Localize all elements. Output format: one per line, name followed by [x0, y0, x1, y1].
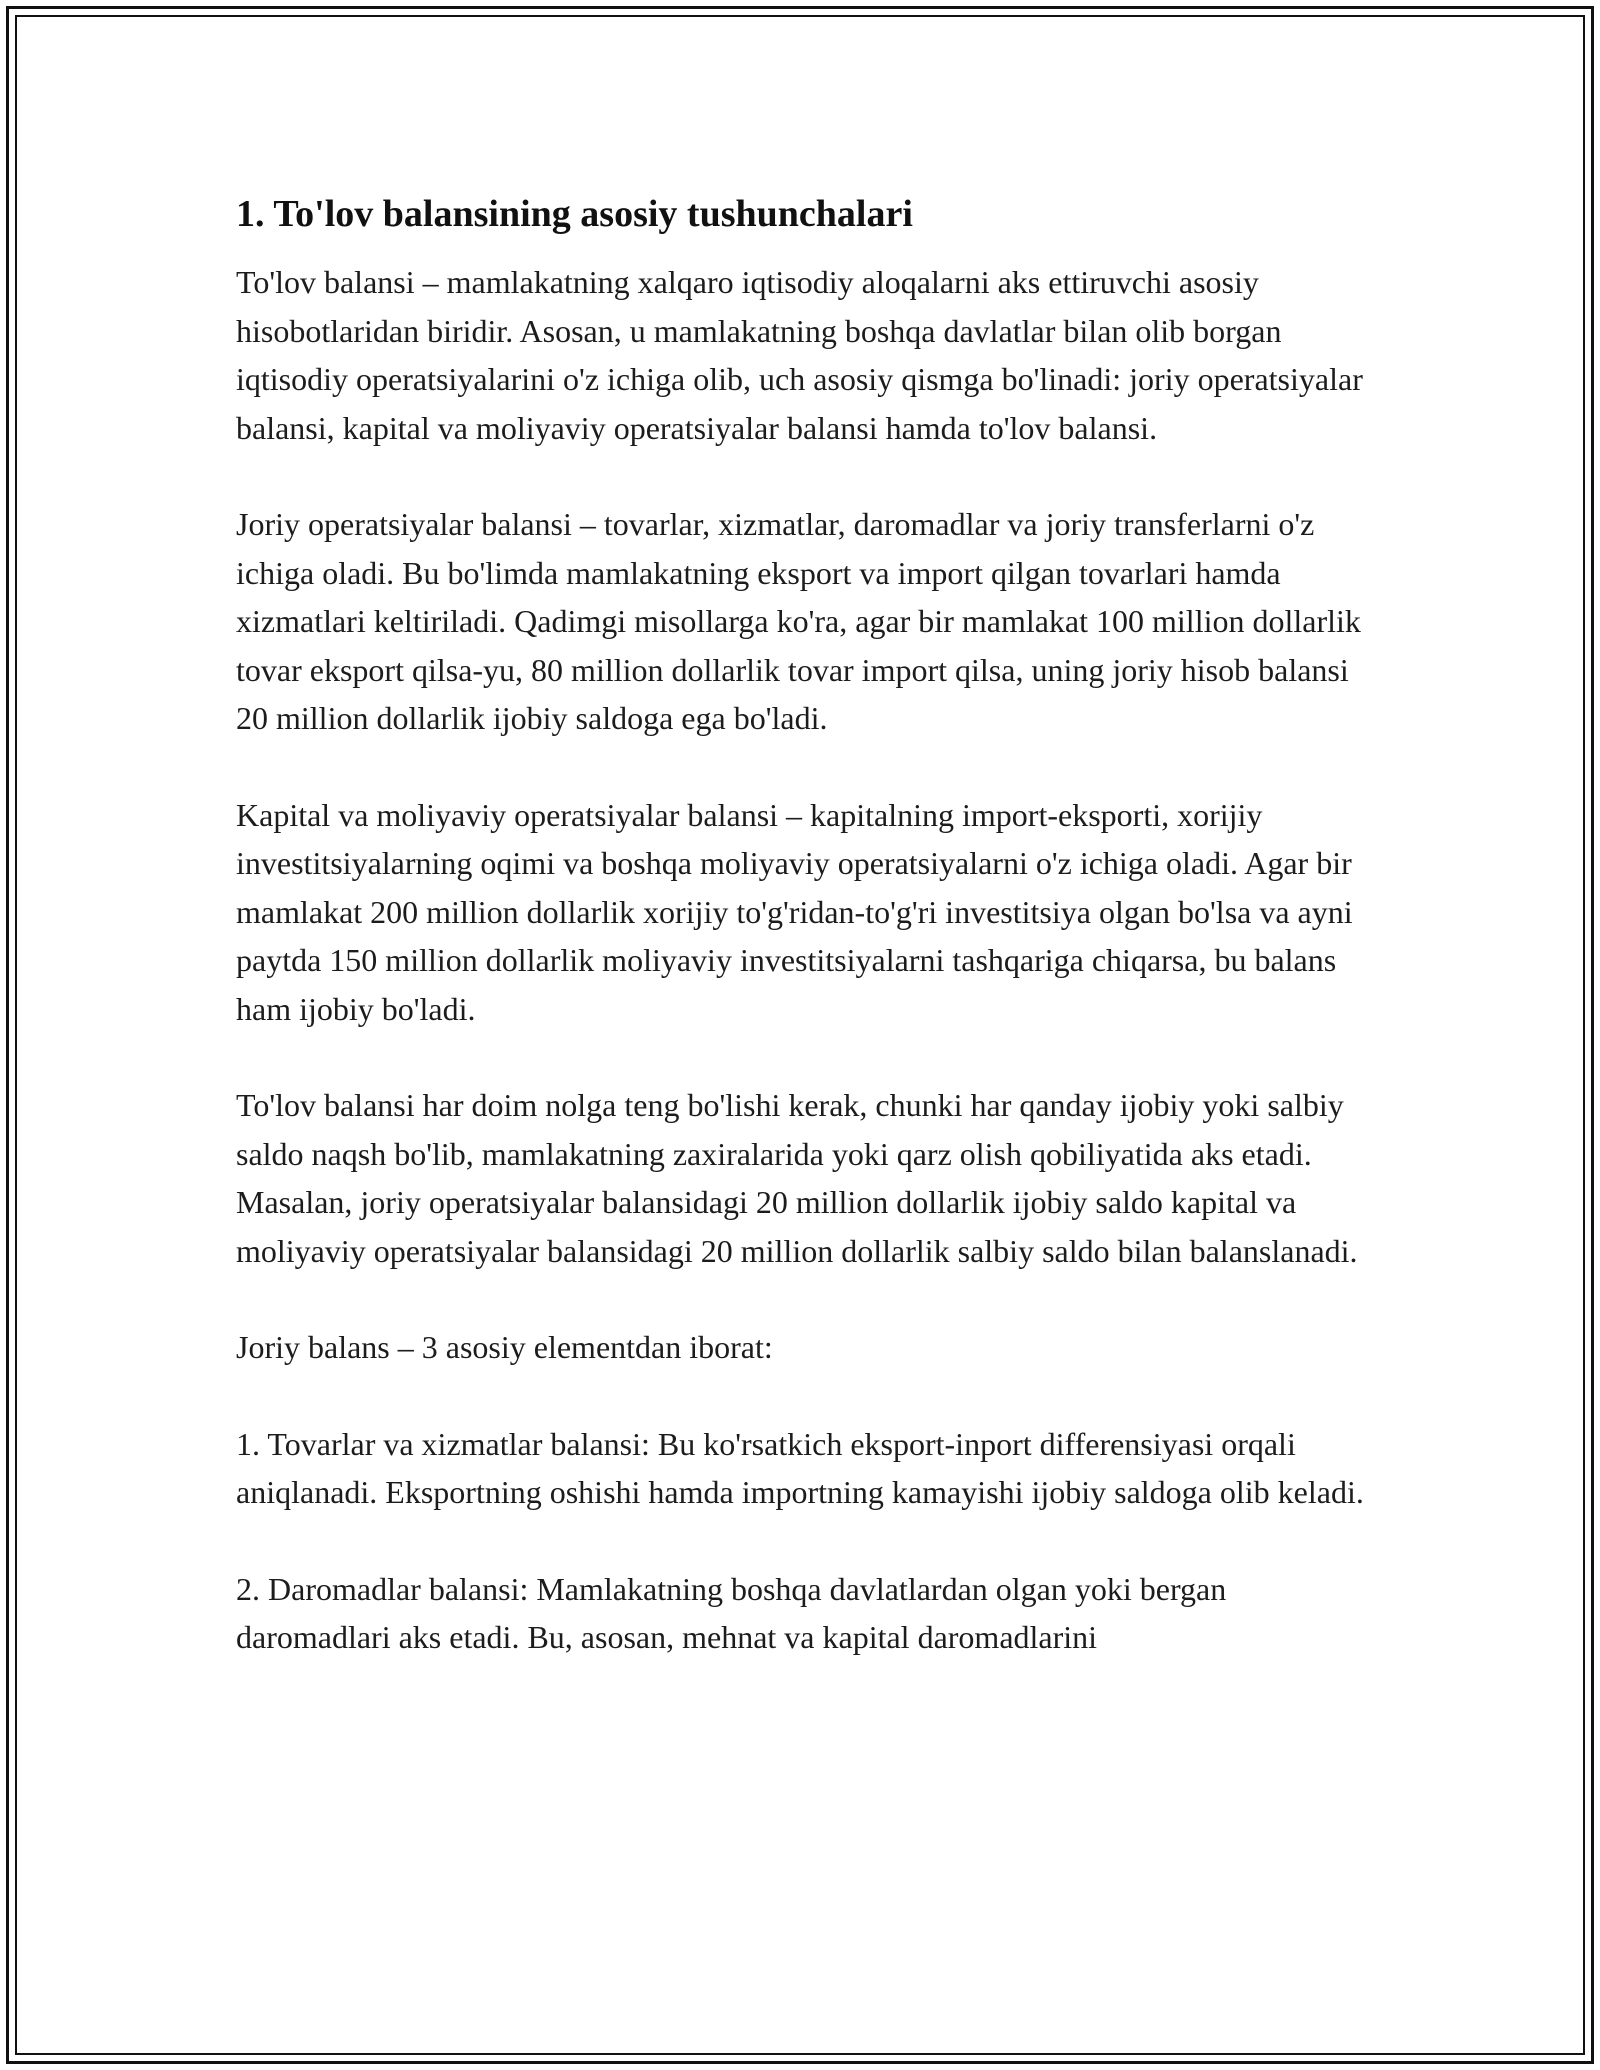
- paragraph-intro: To'lov balansi – mamlakatning xalqaro iqtisodiy aloqalarni aks ettiruvchi asosiy hisobotlaridan biridir. Asosan, u mamlakatning boshqa davlatlar bilan olib borgan iqtisodiy operatsiyalarini o'z ichiga olib, uch asosiy qismga bo'linadi: joriy operatsiyalar balansi, kapital va moliyaviy operatsiyalar balansi hamda to'lov balansi.: [236, 264, 1363, 446]
- document-body: [236, 188, 1366, 1710]
- paragraph-goods-services: 1. Tovarlar va xizmatlar balansi: Bu ko'rsatkich eksport-inport differensiyasi orqali aniqlanadi. Eksportning oshishi hamda importning kamayishi ijobiy saldoga olib keladi.: [236, 1425, 1364, 1510]
- paragraph-income-balance: 2. Daromadlar balansi: Mamlakatning boshqa davlatlardan olgan yoki bergan daromadlari aks etadi. Bu, asosan, mehnat va kapital daromadlarini: [236, 1570, 1227, 1655]
- paragraph-elements-intro: Joriy balans – 3 asosiy elementdan iborat:: [236, 1329, 773, 1365]
- paragraph-zero-balance: To'lov balansi har doim nolga teng bo'lishi kerak, chunki har qanday ijobiy yoki salbiy saldo naqsh bo'lib, mamlakatning zaxiralarida yoki qarz olish qobiliyatida aks etadi. Masalan, joriy operatsiyalar balansidagi 20 million dollarlik ijobiy saldo kapital va moliyaviy operatsiyalar balansidagi 20 million dollarlik salbiy saldo bilan balanslanadi.: [236, 1087, 1358, 1269]
- section-heading: 1. To'lov balansining asosiy tushunchalari: [236, 193, 913, 235]
- paragraph-capital-account: Kapital va moliyaviy operatsiyalar balansi – kapitalning import-eksporti, xorijiy investitsiyalarning oqimi va boshqa moliyaviy operatsiyalarni o'z ichiga oladi. Agar bir mamlakat 200 million dollarlik xorijiy to'g'ridan-to'g'ri investitsiya olgan bo'lsa va ayni paytda 150 million dollarlik moliyaviy investitsiyalarni tashqariga chiqarsa, bu balans ham ijobiy bo'ladi.: [236, 796, 1353, 1027]
- paragraph-current-account: Joriy operatsiyalar balansi – tovarlar, xizmatlar, daromadlar va joriy transferlarni o'z ichiga oladi. Bu bo'limda mamlakatning eksport va import qilgan tovarlari hamda xizmatlari keltiriladi. Qadimgi misollarga ko'ra, agar bir mamlakat 100 million dollarlik tovar eksport qilsa-yu, 80 million dollarlik tovar import qilsa, uning joriy hisob balansi 20 million dollarlik ijobiy saldoga ega bo'ladi.: [236, 506, 1361, 736]
